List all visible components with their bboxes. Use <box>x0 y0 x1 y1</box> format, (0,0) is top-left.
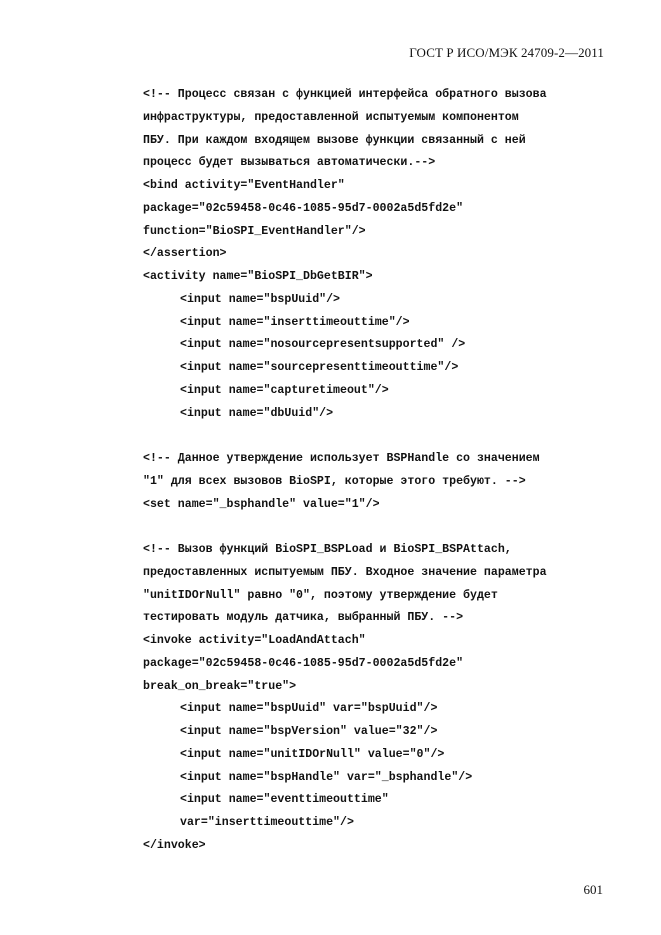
xml-code-listing <box>143 84 613 858</box>
code-line: function="BioSPI_EventHandler"/> <box>143 224 366 238</box>
code-line: "1" для всех вызовов BioSPI, которые этого требуют. --> <box>143 474 526 488</box>
code-line: тестировать модуль датчика, выбранный ПБУ. --> <box>143 611 464 625</box>
code-line: предоставленных испытуемым ПБУ. Входное значение параметра <box>143 565 547 579</box>
code-line: <!-- Процесс связан с функцией интерфейса обратного вызова <box>143 88 547 101</box>
code-line: <input name="bspUuid"/> <box>180 292 341 306</box>
code-line: инфраструктуры, предоставленной испытуемым компонентом <box>143 110 519 124</box>
code-line: <input name="bspVersion" value="32"/> <box>180 725 438 738</box>
code-line: <input name="nosourcepresentsupported" /> <box>180 338 466 352</box>
code-line: var="inserttimeouttime"/> <box>180 816 354 829</box>
standard-header: ГОСТ Р ИСО/МЭК 24709-2—2011 <box>409 45 604 60</box>
code-line: package="02c59458-0c46-1085-95d7-0002a5d5fd2e" <box>143 201 464 215</box>
page-number: 601 <box>583 882 603 897</box>
code-line: <invoke activity="LoadAndAttach" <box>143 634 366 647</box>
code-line: <input name="sourcepresenttimeouttime"/> <box>180 361 459 374</box>
code-line: <set name="_bsphandle" value="1"/> <box>143 497 380 511</box>
code-line: <input name="inserttimeouttime"/> <box>180 315 410 329</box>
code-line: <input name="bspUuid" var="bspUuid"/> <box>180 702 438 716</box>
code-line: <input name="eventtimeouttime" <box>180 793 389 807</box>
code-line: ПБУ. При каждом входящем вызове функции связанный с ней <box>143 133 526 147</box>
code-line: <!-- Данное утверждение использует BSPHandle со значением <box>143 452 540 465</box>
code-line: <input name="capturetimeout"/> <box>180 383 389 397</box>
code-line: </assertion> <box>143 247 227 261</box>
code-line: break_on_break="true"> <box>143 679 297 693</box>
code-line: "unitIDOrNull" равно "0", поэтому утверждение будет <box>143 588 498 602</box>
blank-line <box>143 425 613 448</box>
code-line: <input name="bspHandle" var="_bsphandle"/> <box>180 770 473 784</box>
code-line: <input name="unitIDOrNull" value="0"/> <box>180 747 445 761</box>
code-line: </invoke> <box>143 838 206 852</box>
code-line: <activity name="BioSPI_DbGetBIR"> <box>143 270 373 283</box>
code-line: процесс будет вызываться автоматически.--> <box>143 156 436 170</box>
code-line: <!-- Вызов функций BioSPI_BSPLoad и BioSPI_BSPAttach, <box>143 543 512 556</box>
code-line: <bind activity="EventHandler" <box>143 179 345 192</box>
code-line: <input name="dbUuid"/> <box>180 406 334 420</box>
blank-line <box>143 516 613 539</box>
code-line: package="02c59458-0c46-1085-95d7-0002a5d5fd2e" <box>143 656 464 670</box>
